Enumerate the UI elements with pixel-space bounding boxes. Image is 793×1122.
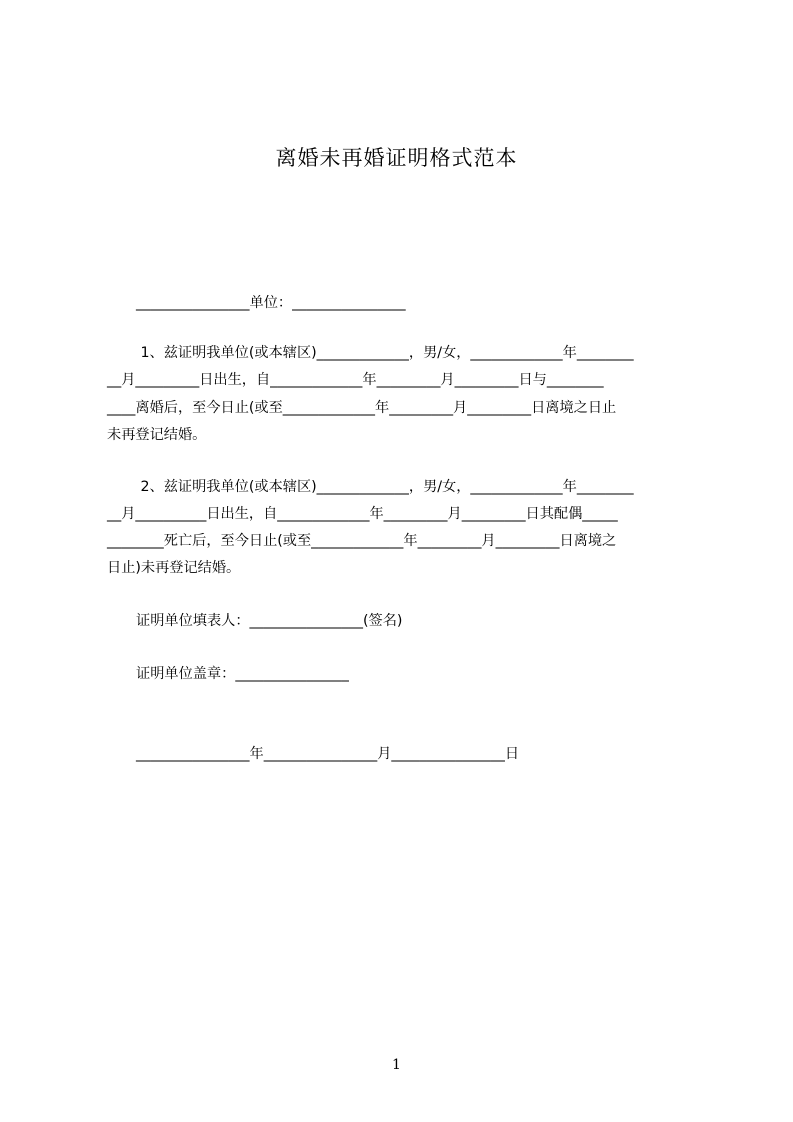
para1-line4: 未再登记结婚。: [107, 427, 207, 443]
para1-line3: ____离婚后，至今日止(或至_____________年_________月_________日离境之日止: [107, 400, 617, 416]
document-title: 离婚未再婚证明格式范本: [275, 146, 518, 170]
para2-line2: __月__________日出生，自_____________年_________月_________日其配偶_____: [107, 506, 618, 522]
header-line: ________________单位：________________: [136, 295, 406, 311]
filler-signature-line: 证明单位填表人：________________(签名): [136, 613, 403, 629]
para1-line2: __月_________日出生，自_____________年_________月_________日与________: [107, 372, 604, 388]
para2-line1: 2、兹证明我单位(或本辖区)_____________，男/女，_____________年________: [136, 479, 634, 495]
para2-line4: 日止)未再登记结婚。: [107, 560, 241, 576]
page-number: 1: [392, 1057, 401, 1073]
para2-line3: ________死亡后，至今日止(或至_____________年_________月_________日离境之: [107, 533, 617, 549]
date-line: ________________年________________月________________日: [136, 746, 520, 762]
para1-line1: 1、兹证明我单位(或本辖区)_____________，男/女，_____________年________: [136, 345, 634, 361]
seal-line: 证明单位盖章：________________: [136, 666, 349, 682]
